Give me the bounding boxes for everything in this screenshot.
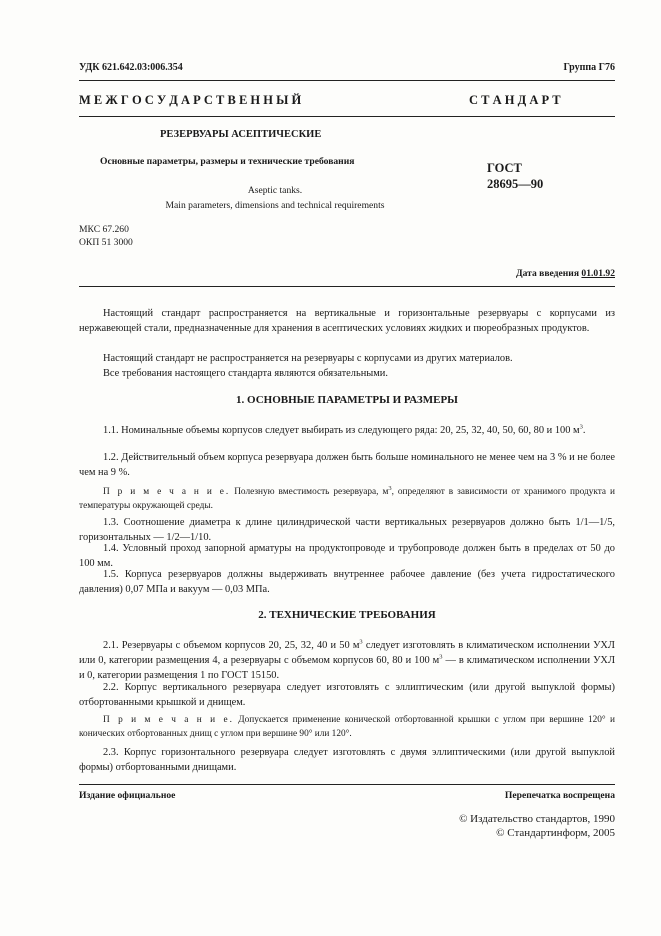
- group-code: Группа Г76: [563, 62, 615, 73]
- note-1-text-a: Полезную вместимость резервуара, м: [234, 487, 389, 497]
- copyright-1: © Издательство стандартов, 1990: [459, 813, 615, 825]
- intro-paragraph-1: Настоящий стандарт распространяется на вертикальные и горизонтальные резервуары с корпусами из нержавеющей стали, предназначенные для хранения в асептических условиях жидких и пюреобразных продуктов.: [79, 308, 615, 334]
- clause-2-1: [79, 638, 615, 683]
- english-title-sub: Main parameters, dimensions and technical requirements: [165, 200, 385, 211]
- intro-paragraph-2: Настоящий стандарт не распространяется на резервуары с корпусами из других материалов.: [103, 353, 513, 364]
- clause-2-1-text-a: 2.1. Резервуары с объемом корпусов 20, 25, 32, 40 и 50 м: [103, 640, 360, 651]
- banner-bottom-rule: [79, 116, 615, 117]
- note-1-label: П р и м е ч а н и е.: [103, 487, 231, 497]
- gost-number: 28695—90: [487, 177, 544, 191]
- footer-rule: [79, 784, 615, 785]
- section-1-heading: 1. ОСНОВНЫЕ ПАРАМЕТРЫ И РАЗМЕРЫ: [236, 394, 458, 406]
- banner-left-text: М Е Ж Г О С У Д А Р С Т В Е Н Н Ы Й: [79, 93, 302, 107]
- official-edition-label: Издание официальное: [79, 790, 176, 801]
- clause-1-1: [79, 423, 615, 438]
- clause-2-1-superscript-1: 3: [359, 638, 363, 646]
- clause-2-1-text-b: следует изготовлять в климатическом исполнении УХЛ или 0, категории размещения 4, а резервуары с объемом корпусов 60, 80 и 100 м: [79, 640, 615, 666]
- clause-1-3: 1.3. Соотношение диаметра к длине цилиндрической части вертикальных резервуаров должно быть 1/1—1/5, горизонтальных — 1/2—1/10.: [79, 517, 615, 543]
- section-2-heading: 2. ТЕХНИЧЕСКИЕ ТРЕБОВАНИЯ: [258, 609, 436, 621]
- introduction-date: [516, 268, 615, 279]
- copyright-block: [459, 812, 615, 840]
- mks-code: МКС 67.260: [79, 224, 129, 235]
- clause-2-3: 2.3. Корпус горизонтального резервуара следует изготовлять с двумя эллиптическими (или другой выпуклой формы) отбортованными днищами.: [79, 747, 615, 773]
- intro-paragraph-3: Все требования настоящего стандарта являются обязательными.: [103, 368, 388, 379]
- clause-2-1-superscript-2: 3: [439, 653, 443, 661]
- note-1-text-b: , определяют в зависимости от хранимого продукта и температуры окружающей среды.: [79, 487, 615, 511]
- banner-right-text: С Т А Н Д А Р Т: [469, 93, 561, 107]
- top-rule: [79, 80, 615, 81]
- copyright-2: © Стандартинформ, 2005: [496, 827, 615, 839]
- note-2-label: П р и м е ч а н и е.: [103, 715, 234, 725]
- clause-1-2: 1.2. Действительный объем корпуса резервуара должен быть больше номинального не менее чем на 3 % и не более чем на 9 %.: [79, 452, 615, 478]
- introduction-date-label: Дата введения: [515, 268, 580, 279]
- date-rule: [79, 286, 615, 287]
- note-1: [79, 485, 615, 513]
- english-title: [110, 183, 440, 213]
- note-2: [79, 713, 615, 741]
- clause-2-2: 2.2. Корпус вертикального резервуара следует изготовлять с эллиптическим (или другой выпуклой формы) отбортованными крышкой и днищем.: [79, 682, 615, 708]
- clause-1-5: 1.5. Корпуса резервуаров должны выдерживать внутреннее рабочее давление (без учета гидростатического давления) 0,07 МПа и вакуум — 0,03 МПа.: [79, 569, 615, 595]
- clause-1-1-period: .: [582, 425, 586, 436]
- gost-label: ГОСТ: [487, 161, 522, 175]
- english-title-main: Aseptic tanks.: [247, 185, 303, 196]
- udk-code: УДК 621.642.03:006.354: [79, 62, 183, 73]
- classification-codes: [79, 223, 133, 249]
- gost-designation: [487, 160, 543, 192]
- title-main: РЕЗЕРВУАРЫ АСЕПТИЧЕСКИЕ: [160, 129, 322, 140]
- note-2-text: Допускается применение конической отбортованной крышки с углом при вершине 120° и конических отбортованных днищ с углом при вершине 90° или 120°.: [79, 715, 615, 739]
- note-1-superscript: 3: [388, 484, 392, 492]
- introduction-date-value: 01.01.92: [581, 268, 615, 279]
- clause-2-1-text-c: — в климатическом исполнении УХЛ и 0, категории размещения 1 по ГОСТ 15150.: [79, 655, 615, 681]
- clause-1-1-superscript: 3: [579, 423, 583, 431]
- reprint-prohibited-label: Перепечатка воспрещена: [504, 790, 615, 801]
- okp-code: ОКП 51 3000: [79, 237, 133, 248]
- clause-1-4: 1.4. Условный проход запорной арматуры на продуктопроводе и трубопроводе должен быть в пределах от 50 до 100 мм.: [79, 543, 615, 569]
- title-subtitle: Основные параметры, размеры и технические требования: [100, 156, 355, 167]
- clause-1-1-text: 1.1. Номинальные объемы корпусов следует выбирать из следующего ряда: 20, 25, 32, 40, 50, 60, 80 и 100 м: [103, 425, 580, 436]
